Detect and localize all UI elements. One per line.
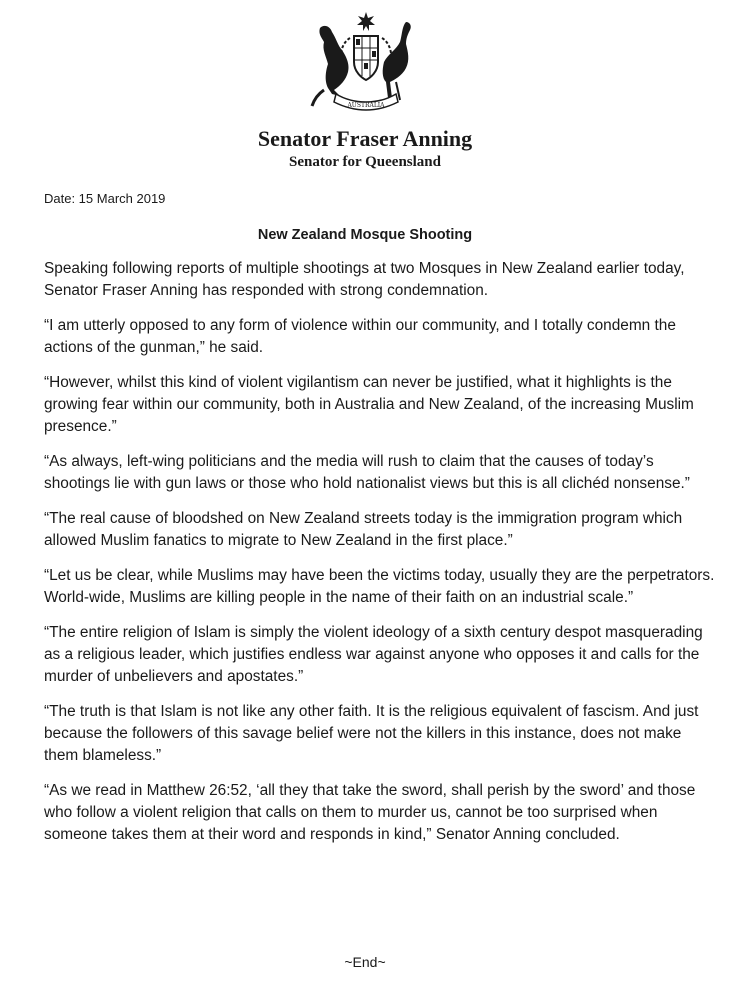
- paragraph: Speaking following reports of multiple shootings at two Mosques in New Zealand earlier today, Senator Fraser Anning has responded with strong condemnation.: [44, 260, 685, 299]
- release-date: Date: 15 March 2019: [44, 191, 166, 206]
- end-marker: ~End~: [344, 954, 386, 970]
- paragraph: “Let us be clear, while Muslims may have been the victims today, usually they are the perpetrators. World-wide, Muslims are killing people in the name of their faith on an industrial scale.”: [44, 567, 715, 606]
- statement-body: [44, 258, 716, 859]
- paragraph: “The entire religion of Islam is simply the violent ideology of a sixth century despot masquerading as a religious leader, which justifies endless war against anyone who opposes it and calls for the murder of unbelievers and apostates.”: [44, 624, 703, 685]
- paragraph: “As we read in Matthew 26:52, ‘all they that take the sword, shall perish by the sword’ and those who follow a violent religion that calls on them to murder us, cannot be too surprised when someone takes them at their word and responds in kind,” Senator Anning concluded.: [44, 782, 696, 843]
- crest-scroll-text: AUSTRALIA: [347, 102, 385, 109]
- paragraph: “However, whilst this kind of violent vigilantism can never be justified, what it highlights is the growing fear within our community, both in Australia and New Zealand, of the increasing Muslim presence.”: [44, 374, 694, 435]
- senator-name: Senator Fraser Anning: [257, 126, 473, 151]
- paragraph: “The real cause of bloodshed on New Zealand streets today is the immigration program which allowed Muslim fanatics to migrate to New Zealand in the first place.”: [44, 510, 683, 549]
- senator-role: Senator for Queensland: [289, 154, 441, 170]
- headline: New Zealand Mosque Shooting: [257, 227, 473, 243]
- paragraph: “I am utterly opposed to any form of violence within our community, and I totally condemn the actions of the gunman,” he said.: [44, 317, 676, 356]
- commonwealth-star-icon: [357, 12, 375, 31]
- paragraph: “The truth is that Islam is not like any other faith. It is the religious equivalent of fascism. And just because the followers of this savage belief were not the killers in this instance, does not make them blameless.”: [44, 703, 699, 764]
- paragraph: “As always, left-wing politicians and the media will rush to claim that the causes of today’s shootings lie with gun laws or those who hold nationalist views but this is all clichéd nonsense.”: [44, 453, 690, 492]
- coat-of-arms-icon: [310, 10, 422, 114]
